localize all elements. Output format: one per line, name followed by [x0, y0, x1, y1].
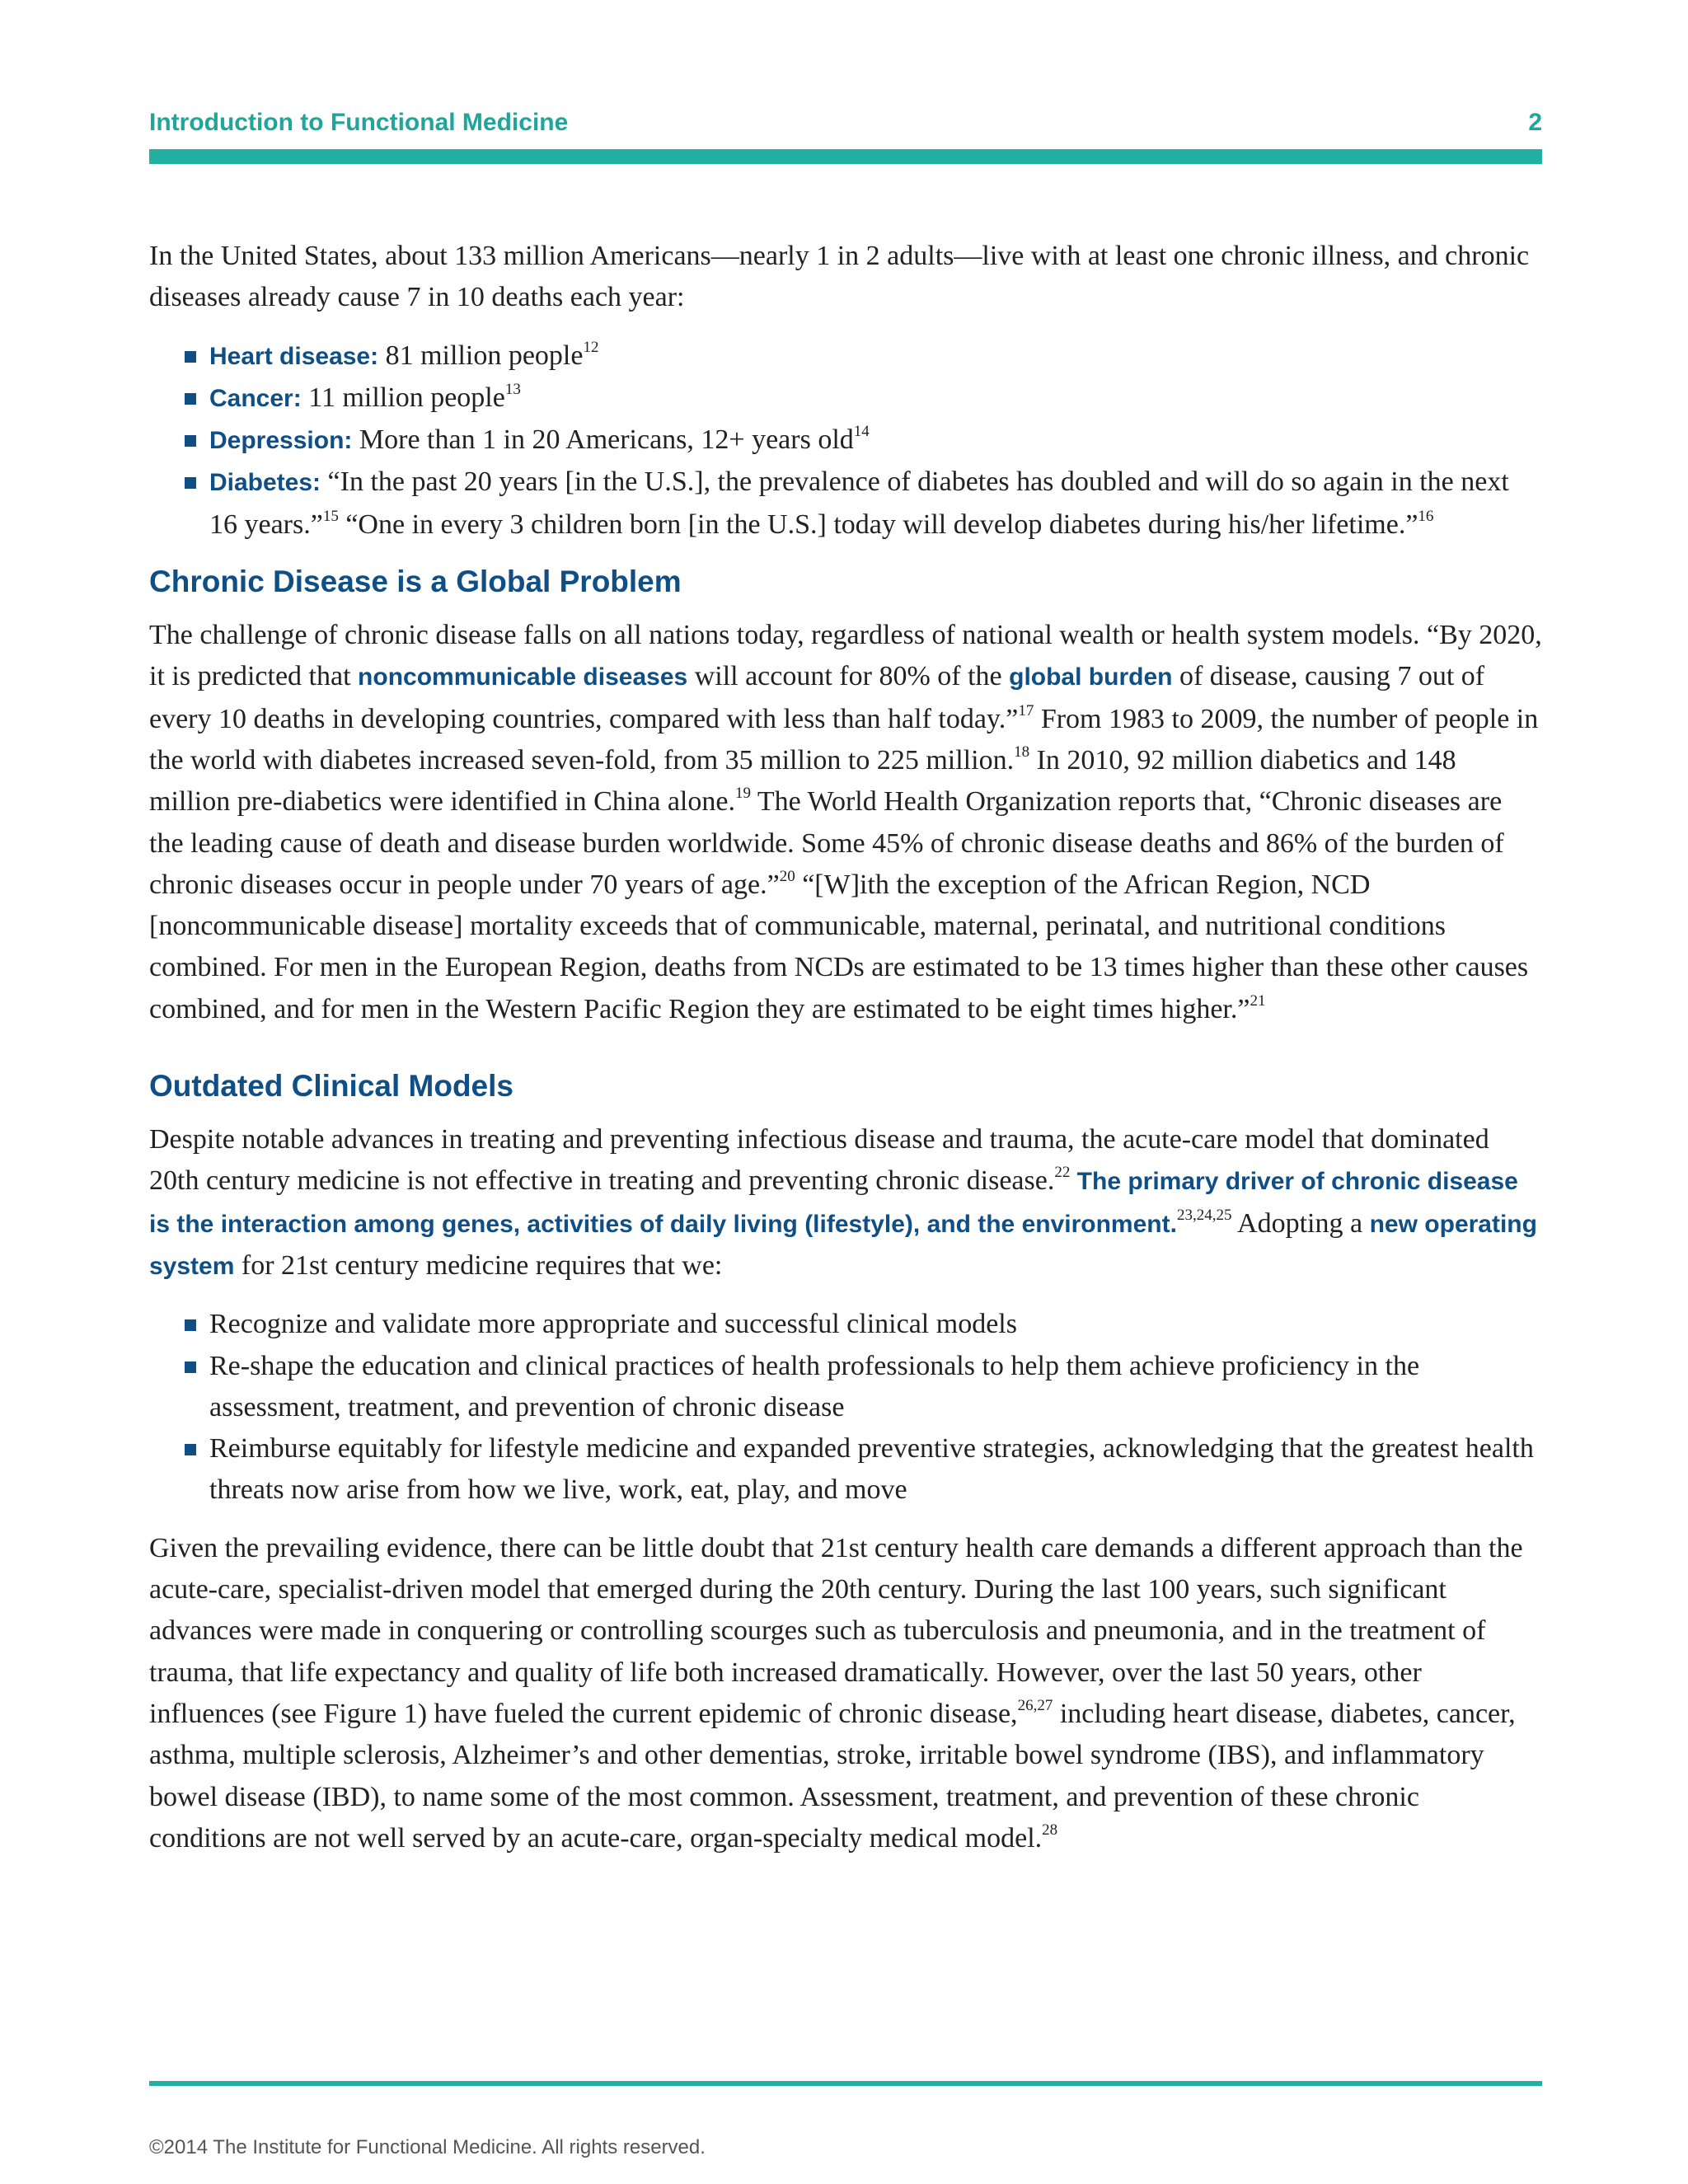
- list-item: Reimburse equitably for lifestyle medicine and expanded preventive strategies, acknowledging that the greatest health threats now arise from how we live, work, eat, play, and move: [209, 1428, 1542, 1511]
- stat-label: Depression:: [209, 427, 353, 455]
- conclusion-paragraph: Given the prevailing evidence, there can be little doubt that 21st century health care demands a different approach than the acute-care, specialist-driven model that emerged during the 20th century. During the last 100 years, such significant advances were made in conquering or controlling scourges such as tuberculosis and pneumonia, and in the treatment of trauma, that life expectancy and quality of life both increased dramatically. However, over the last 50 years, other influences (see Figure 1) have fueled the current epidemic of chronic disease,$^{26,27}$ including heart disease, diabetes, cancer, asthma, multiple sclerosis, Alzheimer’s and other dementias, stroke, irritable bowel syndrome (IBS), and inflammatory bowel disease (IBD), to name some of the most common. Assessment, treatment, and prevention of these chronic conditions are not well served by an acute-care, organ-specialty medical model.$^{28}$: [149, 1532, 1523, 1854]
- list-item: Heart disease: 81 million people$^{12}$: [209, 335, 1542, 377]
- highlight-statement: The primary driver of chronic disease is the interaction among genes, activities of daily living (lifestyle), and the environment.: [149, 1168, 1518, 1238]
- section-heading-global: Chronic Disease is a Global Problem: [149, 565, 682, 599]
- footnote-ref: 18: [1014, 743, 1030, 761]
- highlight-term: global burden: [1009, 663, 1173, 691]
- global-paragraph: The challenge of chronic disease falls on all nations today, regardless of national wealth or health system models. “By 2020, it is predicted that noncommunicable diseases will account for 80% of the global burden of disease, causing 7 out of every 10 deaths in developing countries, compared with less than half today.”$^{17}$ From 1983 to 2009, the number of people in the world with diabetes increased seven-fold, from 35 million to 225 million.$^{18}$ In 2010, 92 million diabetics and 148 million pre-diabetics were identified in China alone.$^{19}$ The World Health Organization reports that, “Chronic diseases are the leading cause of death and disease burden worldwide. Some 45% of chronic disease deaths and 86% of the burden of chronic diseases occur in people under 70 years of age.”$^{20}$ “[W]ith the exception of the African Region, NCD [noncommunicable disease] mortality exceeds that of communicable, maternal, perinatal, and nutritional conditions combined. For men in the European Region, deaths from NCDs are estimated to be 13 times higher than these other causes combined, and for men in the Western Pacific Region they are estimated to be eight times higher.”$^{21}$: [149, 620, 1542, 1024]
- footnote-ref: 17: [1018, 701, 1034, 719]
- footnote-ref: 28: [1042, 1821, 1058, 1839]
- list-item: Re-shape the education and clinical practices of health professionals to help them achieve proficiency in the assessment, treatment, and prevention of chronic disease: [209, 1346, 1542, 1429]
- footer-rule: [149, 2081, 1542, 2086]
- footnote-ref: 21: [1250, 991, 1266, 1010]
- copyright-footer: ©2014 The Institute for Functional Medicine. All rights reserved.: [149, 2136, 706, 2158]
- footnote-ref: 12: [583, 338, 599, 356]
- footnote-ref: 15: [322, 507, 339, 525]
- list-item: Cancer: 11 million people$^{13}$: [209, 377, 1542, 419]
- header-rule: [149, 149, 1542, 164]
- chronic-stats-list: [149, 335, 1542, 546]
- highlight-term: new operating system: [149, 1210, 1537, 1280]
- list-item: Diabetes: “In the past 20 years [in the U.S.], the prevalence of diabetes has doubled and will do so again in the next 16 years.”$^{15}$ “One in every 3 children born [in the U.S.] today will develop diabetes during his/her lifetime.”$^{16}$: [209, 462, 1542, 546]
- intro-paragraph: In the United States, about 133 million Americans—nearly 1 in 2 adults—live with at least one chronic illness, and chronic diseases already cause 7 in 10 deaths each year:: [149, 241, 1530, 313]
- section-heading-models: Outdated Clinical Models: [149, 1069, 513, 1104]
- requirements-list: [149, 1304, 1542, 1511]
- running-header: [149, 109, 1542, 137]
- page-number: 2: [1528, 109, 1542, 136]
- list-item: Recognize and validate more appropriate and successful clinical models: [209, 1304, 1542, 1345]
- footnote-ref: 20: [779, 867, 795, 885]
- footnote-ref: 19: [734, 785, 751, 803]
- models-paragraph: Despite notable advances in treating and preventing infectious disease and trauma, the acute-care model that dominated 20th century medicine is not effective in treating and preventing chronic disease.$^{22}$ The primary driver of chronic disease is the interaction among genes, activities of daily living (lifestyle), and the environment.$^{23,24,25}$ Adopting a new operating system for 21st century medicine requires that we:: [149, 1124, 1537, 1281]
- footnote-ref: 16: [1418, 507, 1434, 525]
- list-item: Depression: More than 1 in 20 Americans, 12+ years old$^{14}$: [209, 419, 1542, 462]
- header-title: Introduction to Functional Medicine: [149, 109, 569, 136]
- footnote-ref: 23,24,25: [1176, 1206, 1232, 1224]
- stat-label: Cancer:: [209, 384, 302, 412]
- stat-label: Diabetes:: [209, 469, 321, 497]
- highlight-term: noncommunicable diseases: [358, 663, 688, 691]
- footnote-ref: 26,27: [1017, 1696, 1053, 1714]
- footnote-ref: 14: [853, 423, 870, 441]
- footnote-ref: 13: [504, 380, 521, 398]
- main-content: [149, 236, 1542, 1859]
- stat-label: Heart disease:: [209, 342, 379, 370]
- footnote-ref: 22: [1054, 1164, 1071, 1182]
